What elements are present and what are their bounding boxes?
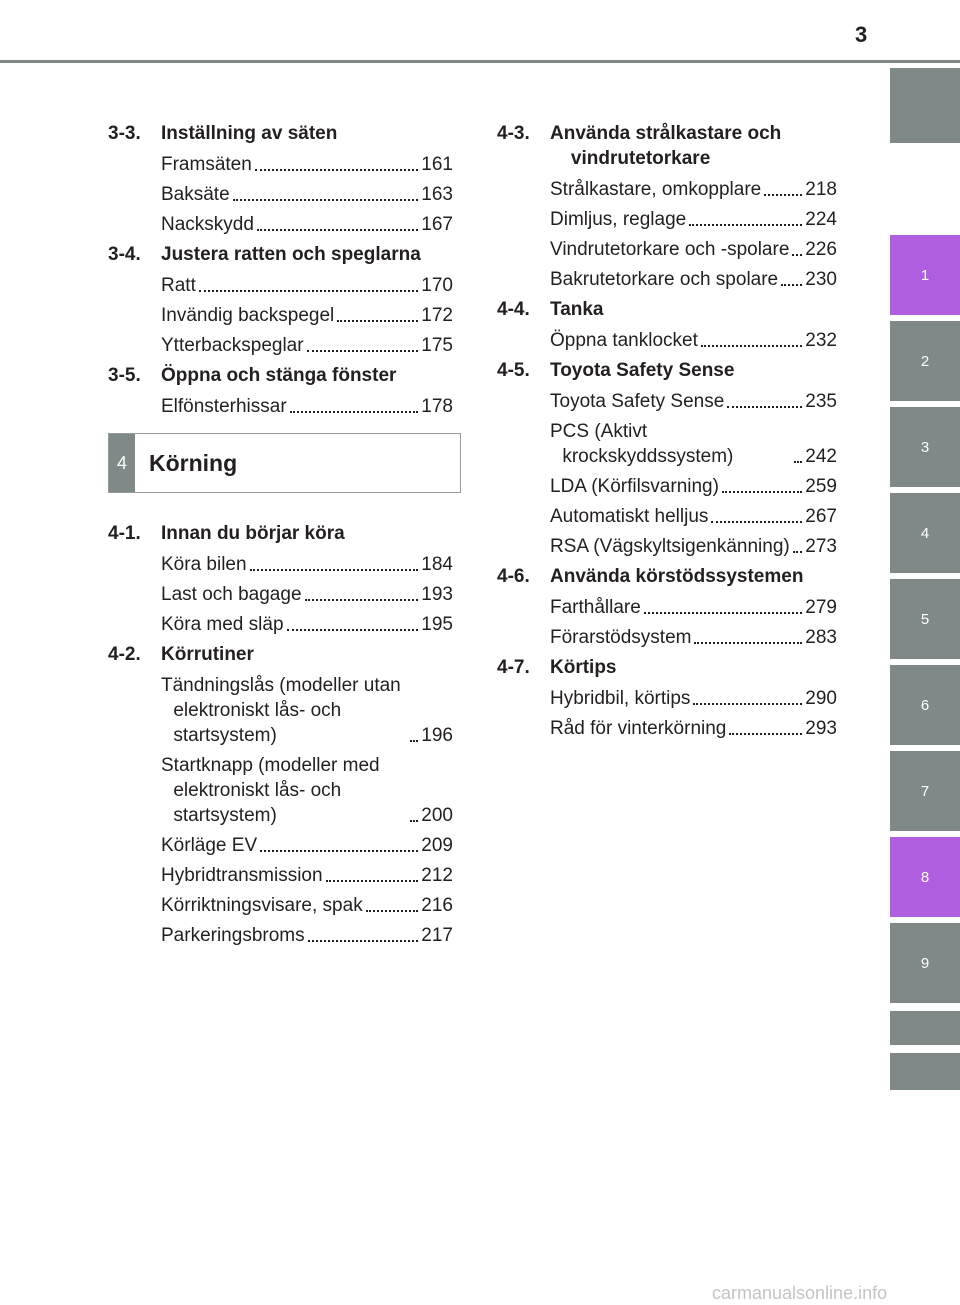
toc-entry-page: 279 <box>805 597 837 618</box>
dot-leader <box>410 820 418 822</box>
toc-entry-label: Automatiskt helljus <box>550 506 709 527</box>
section-number: 3-5. <box>108 365 141 386</box>
section-number: 4-3. <box>497 123 530 144</box>
dot-leader <box>644 612 802 614</box>
toc-entry[interactable] <box>550 625 837 650</box>
section-number: 4-5. <box>497 360 530 381</box>
toc-entry-label: Körriktningsvisare, spak <box>161 895 363 916</box>
dot-leader <box>290 411 419 413</box>
toc-entry-page: 172 <box>421 305 453 326</box>
chapter-box-number: 4 <box>109 434 135 492</box>
toc-entry-page: 212 <box>421 865 453 886</box>
chapter-box <box>108 433 461 493</box>
toc-entry-page: 226 <box>805 239 837 260</box>
chapter-tab[interactable]: 8 <box>890 837 960 917</box>
toc-entry[interactable] <box>550 686 837 711</box>
section-heading <box>108 363 453 388</box>
toc-entry[interactable] <box>161 923 453 948</box>
toc-left-column <box>108 117 453 953</box>
toc-entry[interactable] <box>550 237 837 262</box>
dot-leader <box>326 880 419 882</box>
toc-entry-page: 230 <box>805 269 837 290</box>
toc-entry[interactable] <box>161 212 453 237</box>
toc-entry-page: 232 <box>805 330 837 351</box>
toc-entry-label: Tändningslås (modeller utan elektroniskt lås- och startsystem) <box>161 675 401 746</box>
chapter-box-title: Körning <box>149 449 238 476</box>
dot-leader <box>793 551 803 553</box>
chapter-tab[interactable]: 1 <box>890 235 960 315</box>
toc-entry-label: Framsäten <box>161 154 252 175</box>
toc-entry-page: 267 <box>805 506 837 527</box>
section-number: 4-6. <box>497 566 530 587</box>
toc-entry-page: 196 <box>421 725 453 746</box>
toc-entry[interactable] <box>161 273 453 298</box>
section-title: Öppna och stänga fönster <box>161 365 397 386</box>
chapter-tab[interactable]: 6 <box>890 665 960 745</box>
chapter-tab[interactable]: 9 <box>890 923 960 1003</box>
dot-leader <box>233 199 419 201</box>
dot-leader <box>764 194 802 196</box>
toc-entry-label: Råd för vinterkörning <box>550 718 727 739</box>
chapter-tab[interactable]: 5 <box>890 579 960 659</box>
toc-entry-label: Köra bilen <box>161 554 247 575</box>
section-heading <box>108 121 453 146</box>
toc-entry[interactable] <box>550 328 837 353</box>
toc-entry-label: Öppna tanklocket <box>550 330 698 351</box>
section-heading <box>497 358 837 383</box>
toc-entry-label: Ytterbackspeglar <box>161 335 304 356</box>
toc-entry-label: Ratt <box>161 275 196 296</box>
toc-entry[interactable] <box>550 474 837 499</box>
toc-entry-label: Hybridbil, körtips <box>550 688 691 709</box>
toc-entry-label: Strålkastare, omkopplare <box>550 179 762 200</box>
section-title: Använda körstödssystemen <box>550 566 804 587</box>
toc-sections-a <box>108 121 453 419</box>
dot-leader <box>729 733 802 735</box>
section-title: Använda strålkastare och vindrutetorkare <box>550 123 782 169</box>
toc-entry-label: Baksäte <box>161 184 230 205</box>
dot-leader <box>308 940 419 942</box>
section-title: Tanka <box>550 299 604 320</box>
page-number: 3 <box>855 22 868 47</box>
toc-sections-b <box>108 521 453 948</box>
section-number: 3-4. <box>108 244 141 265</box>
toc-entry-label: Last och bagage <box>161 584 302 605</box>
toc-entry-label: Nackskydd <box>161 214 254 235</box>
chapter-tab[interactable] <box>890 1053 960 1090</box>
dot-leader <box>307 350 419 352</box>
toc-right-column <box>497 117 837 746</box>
section-number: 3-3. <box>108 123 141 144</box>
section-title: Innan du börjar köra <box>161 523 345 544</box>
chapter-tab[interactable] <box>890 1011 960 1045</box>
toc-entry[interactable] <box>161 152 453 177</box>
toc-entry-page: 178 <box>421 396 453 417</box>
chapter-tab[interactable]: 4 <box>890 493 960 573</box>
section-heading <box>497 564 837 589</box>
toc-entry-page: 163 <box>421 184 453 205</box>
toc-entry[interactable] <box>550 534 837 559</box>
dot-leader <box>711 521 802 523</box>
toc-entry[interactable] <box>550 177 837 202</box>
dot-leader <box>410 740 418 742</box>
toc-entry-page: 259 <box>805 476 837 497</box>
toc-entry[interactable] <box>550 595 837 620</box>
section-heading <box>108 642 453 667</box>
toc-entry-label: Förarstödsystem <box>550 627 692 648</box>
chapter-tab[interactable]: 3 <box>890 407 960 487</box>
toc-entry-label: Invändig backspegel <box>161 305 335 326</box>
toc-entry-page: 209 <box>421 835 453 856</box>
toc-entry-page: 195 <box>421 614 453 635</box>
dot-leader <box>689 224 802 226</box>
toc-entry[interactable] <box>550 716 837 741</box>
toc-entry-label: Elfönsterhissar <box>161 396 287 417</box>
toc-entry[interactable] <box>161 673 453 748</box>
toc-entry-page: 216 <box>421 895 453 916</box>
dot-leader <box>727 406 802 408</box>
section-title: Körtips <box>550 657 617 678</box>
toc-entry-label: Toyota Safety Sense <box>550 391 725 412</box>
toc-entry-page: 293 <box>805 718 837 739</box>
dot-leader <box>260 850 418 852</box>
dot-leader <box>250 569 419 571</box>
section-title: Toyota Safety Sense <box>550 360 735 381</box>
section-number: 4-7. <box>497 657 530 678</box>
toc-entry-page: 170 <box>421 275 453 296</box>
dot-leader <box>694 642 802 644</box>
section-heading <box>497 655 837 680</box>
toc-entry[interactable] <box>161 753 453 828</box>
dot-leader <box>255 169 418 171</box>
toc-entry-page: 242 <box>805 446 837 467</box>
section-title: Justera ratten och speglarna <box>161 244 421 265</box>
toc-entry-page: 184 <box>421 554 453 575</box>
section-title: Körrutiner <box>161 644 254 665</box>
toc-entry-label: Hybridtransmission <box>161 865 323 886</box>
header-rule <box>0 60 960 63</box>
toc-entry-label: Bakrutetorkare och spolare <box>550 269 779 290</box>
dot-leader <box>792 254 802 256</box>
dot-leader <box>794 461 802 463</box>
section-number: 4-4. <box>497 299 530 320</box>
dot-leader <box>337 320 418 322</box>
toc-entry-label: Startknapp (modeller med elektroniskt lås- och startsystem) <box>161 755 380 826</box>
dot-leader <box>722 491 802 493</box>
toc-entry-page: 235 <box>805 391 837 412</box>
toc-entry-page: 167 <box>421 214 453 235</box>
toc-entry[interactable] <box>550 389 837 414</box>
toc-entry[interactable] <box>161 552 453 577</box>
toc-entry-page: 217 <box>421 925 453 946</box>
toc-entry-label: Körläge EV <box>161 835 258 856</box>
toc-entry-page: 175 <box>421 335 453 356</box>
toc-entry-label: LDA (Körfilsvarning) <box>550 476 719 497</box>
toc-entry-label: PCS (Aktivt krockskyddssystem) <box>550 421 734 467</box>
toc-entry-label: Parkeringsbroms <box>161 925 305 946</box>
chapter-tab[interactable]: 2 <box>890 321 960 401</box>
toc-entry-page: 161 <box>421 154 453 175</box>
toc-entry-label: Farthållare <box>550 597 641 618</box>
toc-entry-page: 273 <box>805 536 837 557</box>
toc-entry-page: 193 <box>421 584 453 605</box>
toc-entry-page: 200 <box>421 805 453 826</box>
watermark: carmanualsonline.info <box>712 1283 888 1303</box>
toc-entry[interactable] <box>161 182 453 207</box>
toc-entry[interactable] <box>550 504 837 529</box>
dot-leader <box>287 629 419 631</box>
toc-entry[interactable] <box>161 333 453 358</box>
chapter-tab[interactable] <box>890 68 960 143</box>
chapter-tab[interactable]: 7 <box>890 751 960 831</box>
toc-entry-page: 290 <box>805 688 837 709</box>
dot-leader <box>199 290 418 292</box>
section-heading <box>497 121 837 171</box>
toc-entry[interactable] <box>550 267 837 292</box>
section-heading <box>108 242 453 267</box>
toc-entry[interactable] <box>550 419 837 469</box>
toc-entry[interactable] <box>161 612 453 637</box>
dot-leader <box>701 345 802 347</box>
section-number: 4-1. <box>108 523 141 544</box>
toc-entry[interactable] <box>550 207 837 232</box>
toc-entry-page: 283 <box>805 627 837 648</box>
dot-leader <box>781 284 802 286</box>
toc-entry-page: 224 <box>805 209 837 230</box>
toc-entry-label: RSA (Vägskyltsigenkänning) <box>550 536 790 557</box>
section-heading <box>108 521 453 546</box>
toc-entry[interactable] <box>161 893 453 918</box>
section-title: Inställning av säten <box>161 123 338 144</box>
toc-entry[interactable] <box>161 303 453 328</box>
dot-leader <box>366 910 419 912</box>
dot-leader <box>693 703 802 705</box>
toc-entry[interactable] <box>161 833 453 858</box>
toc-entry[interactable] <box>161 863 453 888</box>
toc-entry-label: Dimljus, reglage <box>550 209 687 230</box>
toc-entry[interactable] <box>161 394 453 419</box>
toc-entry[interactable] <box>161 582 453 607</box>
section-heading <box>497 297 837 322</box>
toc-entry-page: 218 <box>805 179 837 200</box>
section-number: 4-2. <box>108 644 141 665</box>
toc-entry-label: Köra med släp <box>161 614 284 635</box>
toc-entry-label: Vindrutetorkare och -spolare <box>550 239 790 260</box>
dot-leader <box>257 229 418 231</box>
dot-leader <box>305 599 419 601</box>
